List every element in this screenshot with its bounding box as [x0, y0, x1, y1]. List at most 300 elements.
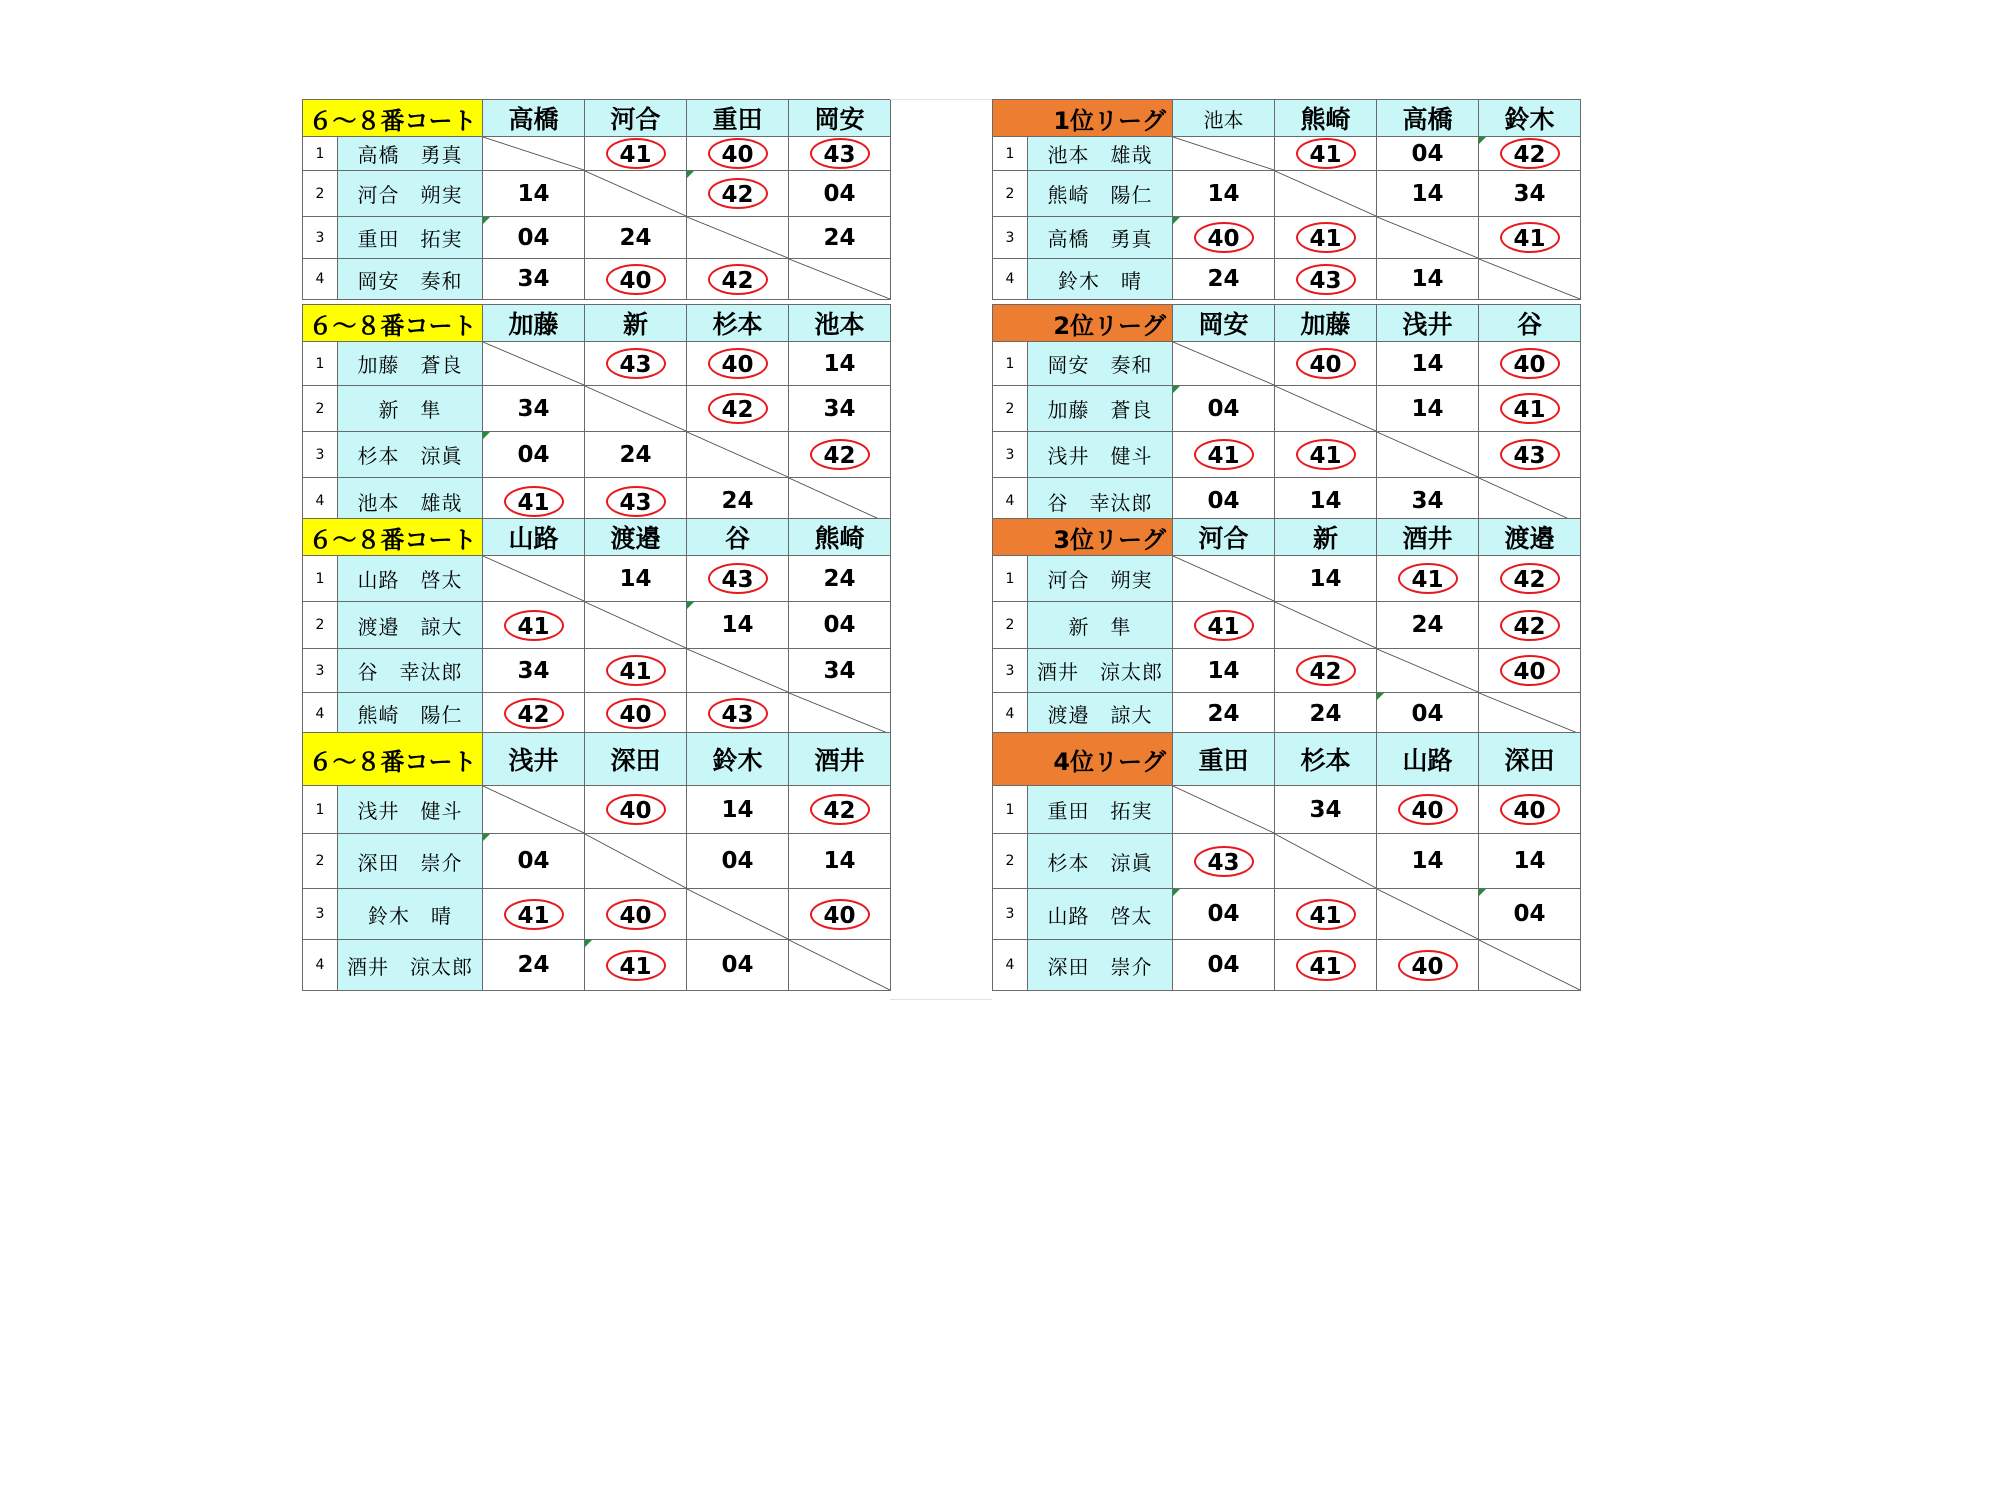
score-cell [1377, 786, 1479, 834]
player-name: 高橋 勇真 [338, 137, 483, 171]
comment-marker [687, 171, 694, 178]
score-cell: 04 [483, 834, 585, 889]
score-cell [1479, 649, 1581, 693]
table-row [303, 940, 891, 991]
self-match-cell [1377, 649, 1479, 693]
win-score: 41 [606, 655, 666, 686]
league-table [992, 518, 1581, 735]
opponent-header: 浅井 [483, 733, 585, 786]
win-score: 43 [1500, 439, 1560, 470]
player-name: 池本 雄哉 [338, 478, 483, 525]
score-cell [1173, 432, 1275, 478]
win-score: 41 [1296, 950, 1356, 981]
player-name: 杉本 涼眞 [338, 432, 483, 478]
score-cell [585, 259, 687, 300]
row-number: 3 [303, 649, 338, 693]
row-number: 2 [993, 171, 1028, 217]
comment-marker [585, 940, 592, 947]
comment-marker [1173, 217, 1180, 224]
opponent-header: 酒井 [789, 733, 891, 786]
self-match-cell [1377, 889, 1479, 940]
row-number: 1 [993, 137, 1028, 171]
opponent-header: 杉本 [1275, 733, 1377, 786]
score-cell: 34 [483, 259, 585, 300]
row-number: 1 [993, 342, 1028, 386]
table-row [993, 342, 1581, 386]
win-score: 43 [708, 563, 768, 594]
table-row [303, 217, 891, 259]
player-name: 加藤 蒼良 [338, 342, 483, 386]
score-cell [585, 137, 687, 171]
table-row [993, 889, 1581, 940]
opponent-header: 新 [1275, 519, 1377, 556]
win-score: 41 [1194, 439, 1254, 470]
score-cell [687, 342, 789, 386]
score-cell [687, 137, 789, 171]
score-cell: 14 [1377, 386, 1479, 432]
gridline [890, 99, 992, 100]
table-row [993, 834, 1581, 889]
score-cell [1275, 649, 1377, 693]
win-score: 43 [810, 138, 870, 169]
score-cell [1377, 556, 1479, 602]
player-name: 渡邉 諒大 [338, 602, 483, 649]
win-score: 43 [1194, 846, 1254, 877]
win-score: 40 [606, 899, 666, 930]
score-cell: 04 [483, 217, 585, 259]
table-row [303, 386, 891, 432]
score-cell [687, 556, 789, 602]
opponent-header: 山路 [483, 519, 585, 556]
comment-marker [483, 834, 490, 841]
score-cell: 14 [687, 602, 789, 649]
comment-marker [1173, 386, 1180, 393]
opponent-header: 深田 [1479, 733, 1581, 786]
self-match-cell [1479, 693, 1581, 735]
self-match-cell [789, 940, 891, 991]
player-name: 河合 朔実 [1028, 556, 1173, 602]
score-cell [687, 386, 789, 432]
score-cell: 04 [1173, 386, 1275, 432]
row-number: 4 [303, 259, 338, 300]
self-match-cell [1173, 786, 1275, 834]
win-score: 43 [606, 486, 666, 517]
win-score: 41 [1194, 610, 1254, 641]
opponent-header: 加藤 [1275, 305, 1377, 342]
player-name: 河合 朔実 [338, 171, 483, 217]
win-score: 41 [504, 610, 564, 641]
league-block [302, 518, 891, 735]
table-row [303, 649, 891, 693]
player-name: 加藤 蒼良 [1028, 386, 1173, 432]
score-cell: 14 [1479, 834, 1581, 889]
win-score: 41 [1296, 138, 1356, 169]
win-score: 40 [810, 899, 870, 930]
table-row [993, 556, 1581, 602]
score-cell [1173, 602, 1275, 649]
score-cell [687, 693, 789, 735]
win-score: 41 [1500, 393, 1560, 424]
opponent-header: 加藤 [483, 305, 585, 342]
win-score: 42 [810, 794, 870, 825]
table-row [993, 386, 1581, 432]
court-title: ６～８番コート [303, 100, 483, 137]
table-row [303, 171, 891, 217]
self-match-cell [1377, 432, 1479, 478]
court-title: ６～８番コート [303, 519, 483, 556]
win-score: 40 [1500, 655, 1560, 686]
score-cell: 24 [483, 940, 585, 991]
score-cell: 24 [1173, 259, 1275, 300]
score-cell: 14 [1377, 171, 1479, 217]
score-cell: 14 [1377, 342, 1479, 386]
row-number: 3 [993, 432, 1028, 478]
player-name: 浅井 健斗 [338, 786, 483, 834]
player-name: 鈴木 晴 [1028, 259, 1173, 300]
score-cell [585, 889, 687, 940]
row-number: 3 [303, 217, 338, 259]
score-cell [483, 693, 585, 735]
win-score: 40 [1194, 222, 1254, 253]
league-block [992, 99, 1581, 300]
win-score: 41 [504, 899, 564, 930]
win-score: 41 [1296, 439, 1356, 470]
score-cell [789, 137, 891, 171]
table-row [993, 171, 1581, 217]
row-number: 4 [303, 478, 338, 525]
player-name: 山路 啓太 [338, 556, 483, 602]
player-name: 山路 啓太 [1028, 889, 1173, 940]
score-cell [1479, 137, 1581, 171]
table-row [303, 834, 891, 889]
win-score: 41 [504, 486, 564, 517]
table-row [303, 137, 891, 171]
score-cell: 24 [789, 217, 891, 259]
league-block [302, 99, 891, 300]
comment-marker [483, 432, 490, 439]
score-cell: 04 [1377, 137, 1479, 171]
score-cell [1275, 889, 1377, 940]
table-row [303, 556, 891, 602]
opponent-header: 渡邉 [1479, 519, 1581, 556]
table-row [303, 259, 891, 300]
self-match-cell [1275, 602, 1377, 649]
court-title: 4位リーグ [993, 733, 1173, 786]
score-cell: 24 [1377, 602, 1479, 649]
win-score: 40 [606, 264, 666, 295]
table-row [993, 217, 1581, 259]
win-score: 40 [1500, 348, 1560, 379]
row-number: 2 [303, 602, 338, 649]
table-row [993, 786, 1581, 834]
opponent-header: 熊崎 [1275, 100, 1377, 137]
comment-marker [483, 217, 490, 224]
opponent-header: 重田 [687, 100, 789, 137]
score-cell [1479, 432, 1581, 478]
win-score: 42 [708, 264, 768, 295]
score-cell [1479, 786, 1581, 834]
league-table [302, 304, 891, 525]
win-score: 40 [1500, 794, 1560, 825]
row-number: 4 [993, 259, 1028, 300]
score-cell [483, 602, 585, 649]
score-cell: 14 [1377, 834, 1479, 889]
league-block [992, 518, 1581, 735]
opponent-header: 深田 [585, 733, 687, 786]
table-row [993, 259, 1581, 300]
score-cell: 14 [1275, 556, 1377, 602]
league-block [992, 732, 1581, 991]
comment-marker [1377, 693, 1384, 700]
row-number: 1 [303, 786, 338, 834]
self-match-cell [585, 834, 687, 889]
score-cell: 34 [1479, 171, 1581, 217]
score-cell [585, 786, 687, 834]
score-cell: 04 [1479, 889, 1581, 940]
score-cell: 04 [687, 940, 789, 991]
score-cell: 24 [585, 432, 687, 478]
score-cell [1275, 259, 1377, 300]
table-row [993, 649, 1581, 693]
score-cell: 14 [1275, 478, 1377, 525]
table-row [303, 889, 891, 940]
score-cell [789, 889, 891, 940]
opponent-header: 池本 [789, 305, 891, 342]
player-name: 谷 幸汰郎 [1028, 478, 1173, 525]
league-table [302, 732, 891, 991]
self-match-cell [687, 432, 789, 478]
win-score: 43 [606, 348, 666, 379]
win-score: 41 [606, 138, 666, 169]
row-number: 4 [993, 940, 1028, 991]
opponent-header: 渡邉 [585, 519, 687, 556]
table-row [993, 602, 1581, 649]
opponent-header: 谷 [1479, 305, 1581, 342]
win-score: 42 [1296, 655, 1356, 686]
score-cell: 04 [1173, 940, 1275, 991]
score-cell: 34 [483, 649, 585, 693]
score-cell: 34 [1275, 786, 1377, 834]
court-title: 1位リーグ [993, 100, 1173, 137]
score-cell [1479, 602, 1581, 649]
player-name: 岡安 奏和 [1028, 342, 1173, 386]
league-block [992, 304, 1581, 525]
self-match-cell [585, 171, 687, 217]
self-match-cell [1173, 137, 1275, 171]
self-match-cell [483, 342, 585, 386]
self-match-cell [789, 693, 891, 735]
court-title: ６～８番コート [303, 733, 483, 786]
win-score: 42 [1500, 138, 1560, 169]
table-row [303, 432, 891, 478]
self-match-cell [483, 137, 585, 171]
player-name: 重田 拓実 [1028, 786, 1173, 834]
self-match-cell [1275, 386, 1377, 432]
score-cell [789, 432, 891, 478]
self-match-cell [789, 259, 891, 300]
court-title: 3位リーグ [993, 519, 1173, 556]
league-table [992, 732, 1581, 991]
score-cell: 24 [1275, 693, 1377, 735]
comment-marker [687, 602, 694, 609]
row-number: 4 [303, 940, 338, 991]
score-cell: 14 [687, 786, 789, 834]
win-score: 40 [1296, 348, 1356, 379]
league-table [302, 99, 891, 300]
self-match-cell [1479, 259, 1581, 300]
comment-marker [1479, 137, 1486, 144]
row-number: 4 [303, 693, 338, 735]
win-score: 41 [606, 950, 666, 981]
score-cell: 34 [1377, 478, 1479, 525]
win-score: 43 [1296, 264, 1356, 295]
win-score: 41 [1296, 899, 1356, 930]
win-score: 42 [708, 393, 768, 424]
score-cell [1479, 342, 1581, 386]
row-number: 2 [303, 834, 338, 889]
score-cell: 14 [585, 556, 687, 602]
comment-marker [1173, 889, 1180, 896]
score-cell: 14 [1173, 171, 1275, 217]
win-score: 43 [708, 698, 768, 729]
opponent-header: 熊崎 [789, 519, 891, 556]
self-match-cell [1275, 834, 1377, 889]
score-cell [1275, 342, 1377, 386]
score-cell: 34 [483, 386, 585, 432]
self-match-cell [483, 556, 585, 602]
score-cell: 34 [789, 386, 891, 432]
row-number: 2 [993, 602, 1028, 649]
opponent-header: 岡安 [789, 100, 891, 137]
player-name: 鈴木 晴 [338, 889, 483, 940]
player-name: 渡邉 諒大 [1028, 693, 1173, 735]
table-row [303, 693, 891, 735]
player-name: 池本 雄哉 [1028, 137, 1173, 171]
self-match-cell [1173, 342, 1275, 386]
table-row [303, 342, 891, 386]
win-score: 41 [1296, 222, 1356, 253]
player-name: 重田 拓実 [338, 217, 483, 259]
score-cell [1377, 940, 1479, 991]
self-match-cell [585, 602, 687, 649]
opponent-header: 高橋 [483, 100, 585, 137]
win-score: 41 [1500, 222, 1560, 253]
player-name: 深田 崇介 [338, 834, 483, 889]
row-number: 3 [993, 889, 1028, 940]
score-cell [789, 786, 891, 834]
opponent-header: 重田 [1173, 733, 1275, 786]
table-row [993, 137, 1581, 171]
score-cell [1173, 834, 1275, 889]
league-table [302, 518, 891, 735]
opponent-header: 河合 [1173, 519, 1275, 556]
table-row [993, 693, 1581, 735]
table-row [993, 432, 1581, 478]
self-match-cell [483, 786, 585, 834]
score-cell [585, 693, 687, 735]
win-score: 40 [708, 138, 768, 169]
win-score: 40 [606, 698, 666, 729]
player-name: 新 隼 [1028, 602, 1173, 649]
opponent-header: 高橋 [1377, 100, 1479, 137]
self-match-cell [687, 217, 789, 259]
league-table [992, 99, 1581, 300]
self-match-cell [1173, 556, 1275, 602]
score-cell: 14 [789, 342, 891, 386]
table-row [993, 940, 1581, 991]
score-cell [1275, 217, 1377, 259]
row-number: 4 [993, 693, 1028, 735]
score-cell [585, 649, 687, 693]
score-cell: 24 [789, 556, 891, 602]
row-number: 3 [993, 217, 1028, 259]
player-name: 岡安 奏和 [338, 259, 483, 300]
league-block [302, 732, 891, 991]
league-block [302, 304, 891, 525]
score-cell [1275, 940, 1377, 991]
score-cell: 14 [1377, 259, 1479, 300]
score-cell: 04 [789, 171, 891, 217]
self-match-cell [1479, 940, 1581, 991]
row-number: 3 [993, 649, 1028, 693]
win-score: 40 [708, 348, 768, 379]
court-title: ６～８番コート [303, 305, 483, 342]
player-name: 高橋 勇真 [1028, 217, 1173, 259]
player-name: 酒井 涼太郎 [338, 940, 483, 991]
score-cell [687, 171, 789, 217]
score-cell: 04 [1173, 889, 1275, 940]
win-score: 42 [1500, 610, 1560, 641]
player-name: 熊崎 陽仁 [338, 693, 483, 735]
score-cell: 14 [1173, 649, 1275, 693]
row-number: 2 [303, 171, 338, 217]
score-cell: 24 [1173, 693, 1275, 735]
row-number: 1 [303, 342, 338, 386]
score-cell [1275, 137, 1377, 171]
score-cell [585, 342, 687, 386]
self-match-cell [687, 889, 789, 940]
opponent-header: 池本 [1173, 100, 1275, 137]
row-number: 1 [993, 556, 1028, 602]
score-cell [1173, 217, 1275, 259]
row-number: 1 [303, 137, 338, 171]
opponent-header: 河合 [585, 100, 687, 137]
opponent-header: 杉本 [687, 305, 789, 342]
player-name: 新 隼 [338, 386, 483, 432]
opponent-header: 岡安 [1173, 305, 1275, 342]
win-score: 40 [1398, 950, 1458, 981]
score-cell [687, 259, 789, 300]
score-cell [1479, 556, 1581, 602]
row-number: 1 [303, 556, 338, 602]
win-score: 42 [810, 439, 870, 470]
score-cell: 04 [1377, 693, 1479, 735]
win-score: 42 [708, 178, 768, 209]
opponent-header: 谷 [687, 519, 789, 556]
self-match-cell [1377, 217, 1479, 259]
player-name: 熊崎 陽仁 [1028, 171, 1173, 217]
score-cell: 04 [687, 834, 789, 889]
score-cell: 24 [687, 478, 789, 525]
player-name: 杉本 涼眞 [1028, 834, 1173, 889]
score-cell: 04 [1173, 478, 1275, 525]
self-match-cell [1275, 171, 1377, 217]
player-name: 深田 崇介 [1028, 940, 1173, 991]
win-score: 42 [1500, 563, 1560, 594]
score-cell [1275, 432, 1377, 478]
score-cell: 04 [483, 432, 585, 478]
row-number: 3 [303, 889, 338, 940]
